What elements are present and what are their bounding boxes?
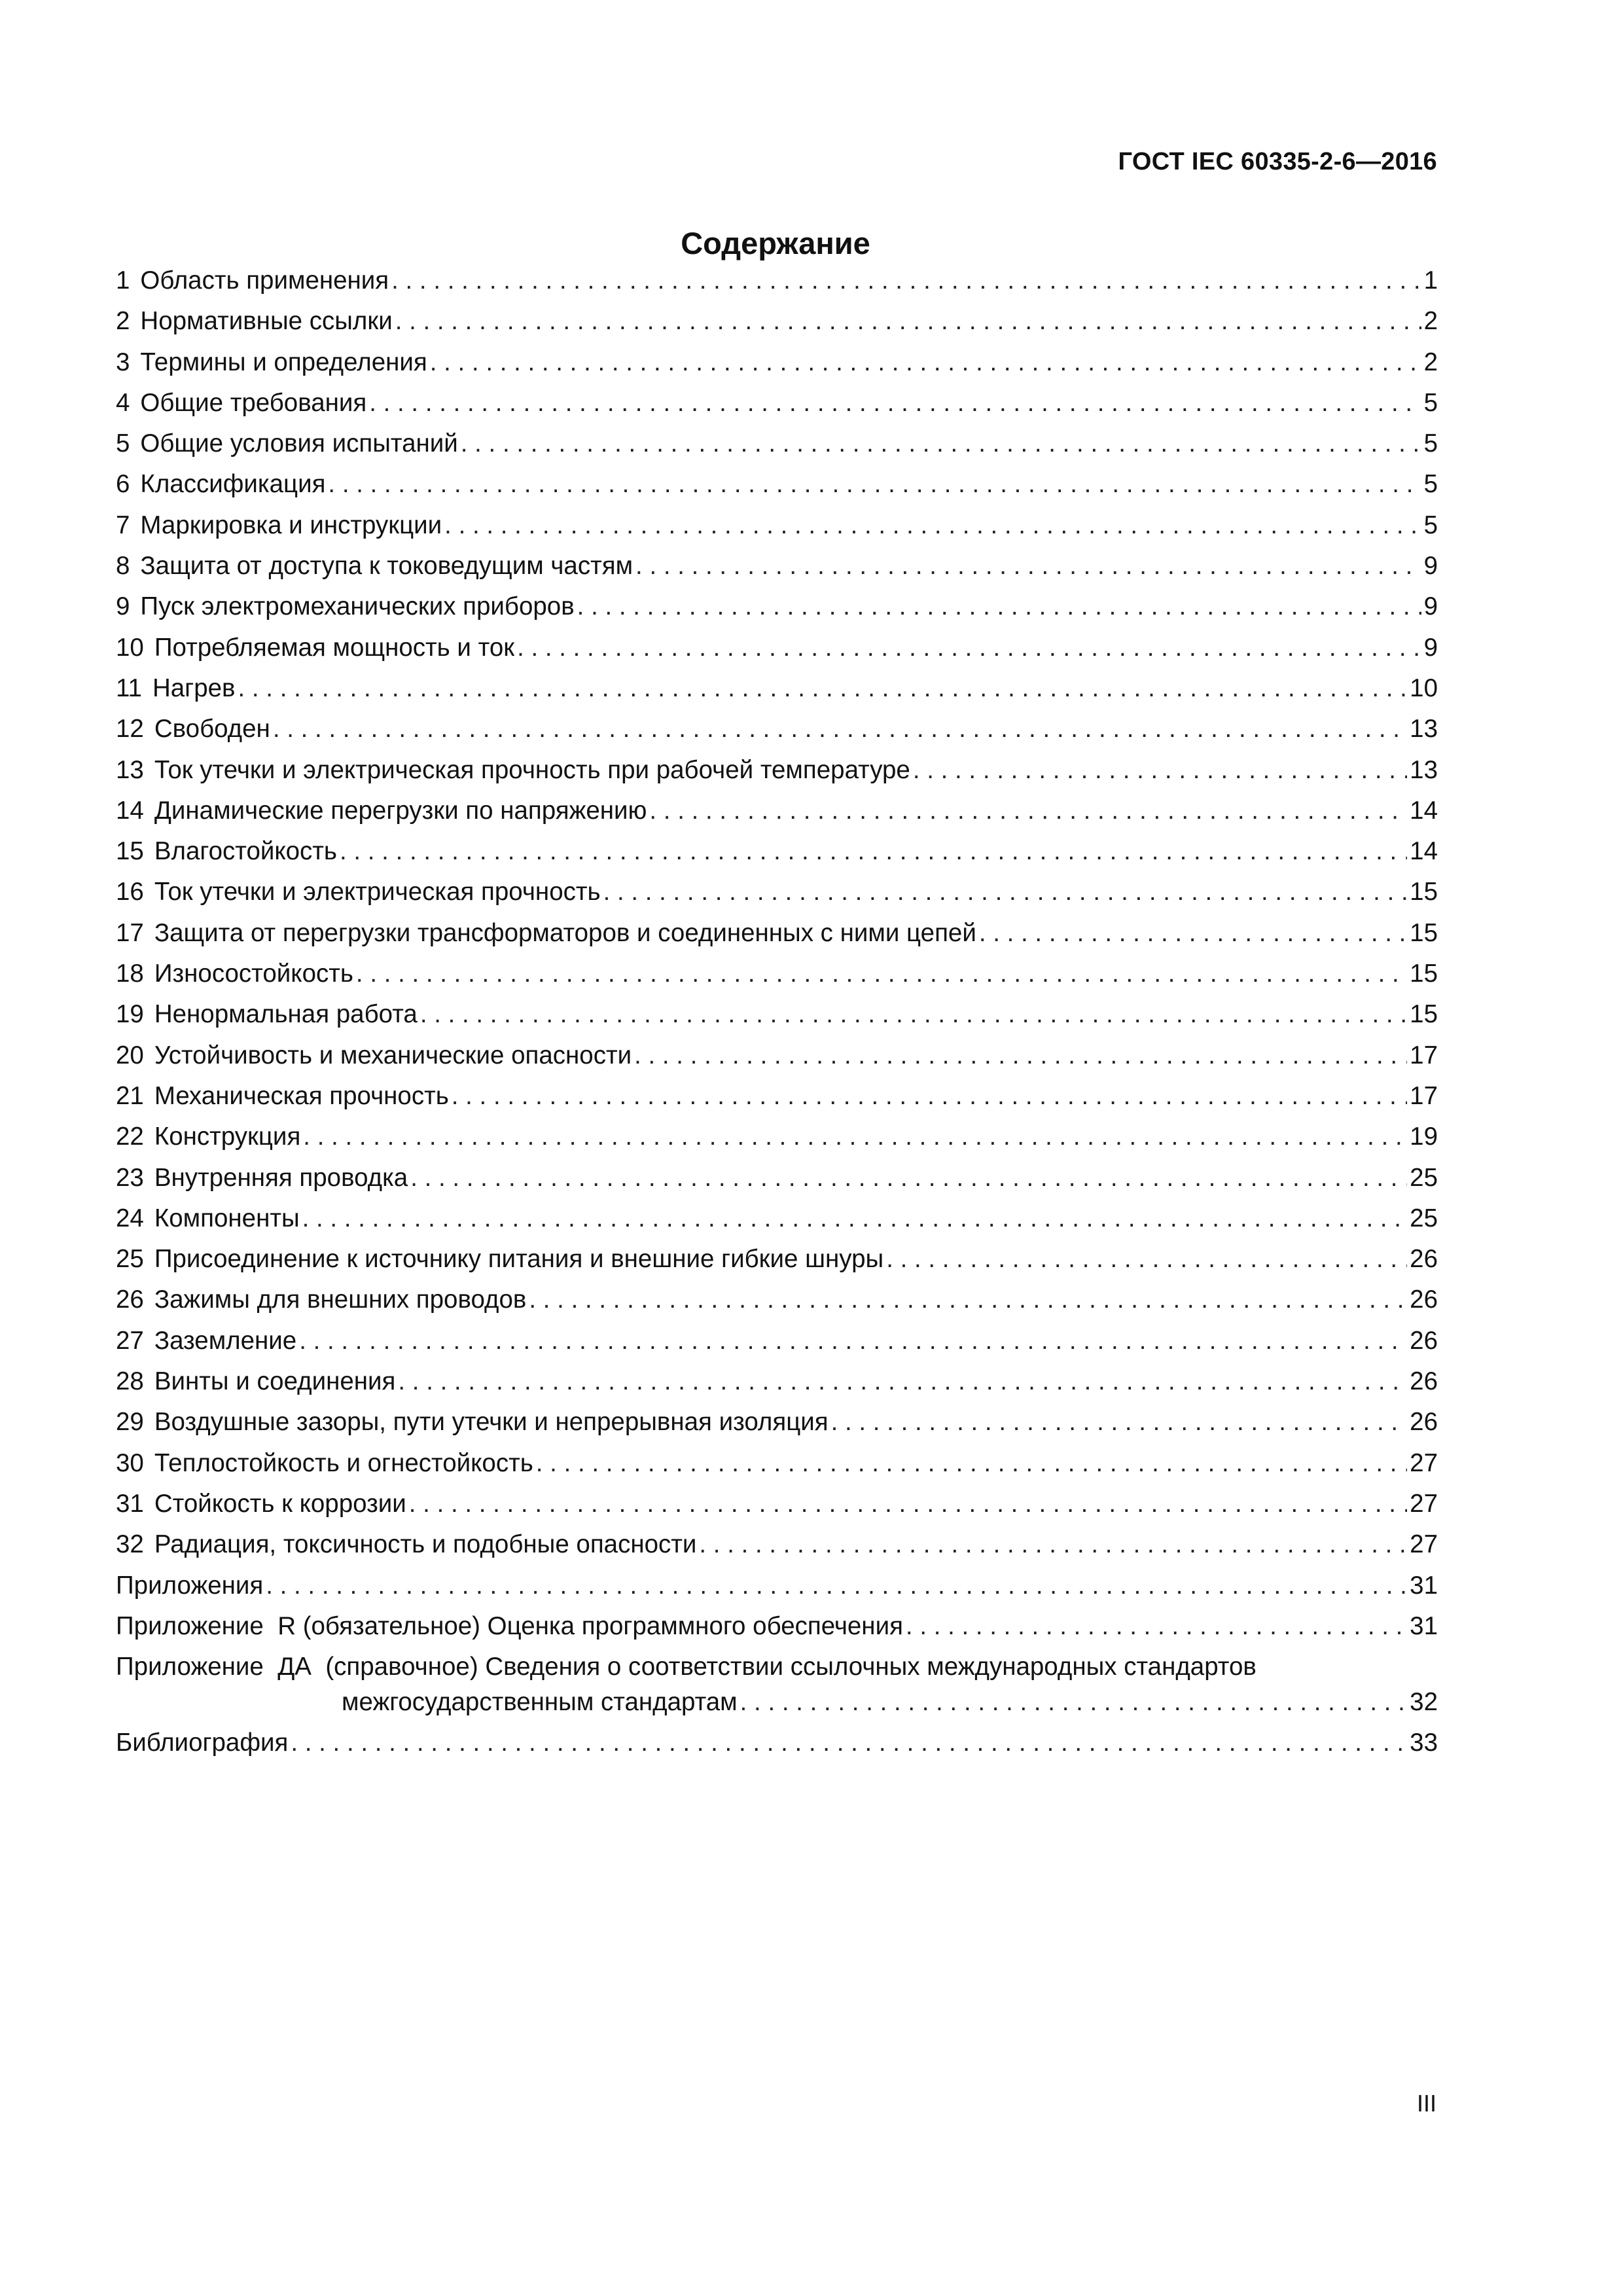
- toc-entry[interactable]: [116, 1239, 1438, 1280]
- toc-leader-dots: [238, 668, 1408, 709]
- toc-entry-page: 27: [1410, 1530, 1438, 1559]
- toc-entry-number: 16: [116, 878, 144, 906]
- toc-entry-title: [116, 954, 353, 994]
- toc-entry-text: Теплостойкость и огнестойкость: [154, 1448, 533, 1477]
- toc-entry-title: [116, 1035, 632, 1076]
- toc-entry-number: 18: [116, 960, 144, 988]
- toc-entry-number: 8: [116, 552, 130, 581]
- toc-entry-title: [116, 586, 575, 627]
- toc-leader-dots: [369, 383, 1421, 423]
- toc-leader-dots: [340, 831, 1407, 872]
- toc-entry[interactable]: [116, 546, 1438, 586]
- toc-entry-title: [116, 913, 976, 954]
- toc-entry-page: 15: [1410, 960, 1438, 988]
- toc-entry-number: 13: [116, 755, 144, 784]
- toc-leader-dots: [303, 1117, 1407, 1157]
- toc-entry-number: 3: [116, 348, 130, 376]
- toc-entry-title: [116, 301, 393, 342]
- toc-leader-dots: [356, 954, 1407, 994]
- toc-entry-title: [116, 1361, 395, 1402]
- toc-entry-number: 32: [116, 1530, 144, 1559]
- toc-entry-title: [116, 1443, 533, 1484]
- toc-leader-dots: [430, 342, 1421, 383]
- toc-entry-page: 33: [1410, 1729, 1438, 1757]
- toc-entry[interactable]: [116, 586, 1438, 627]
- page-number: III: [1416, 2090, 1436, 2117]
- toc-entry-number: 20: [116, 1041, 144, 1069]
- toc-entry-title-line1: Приложение ДА (справочное) Сведения о соответствии ссылочных международных стандартов: [116, 1653, 1257, 1681]
- toc-entry-number: 4: [116, 388, 130, 417]
- toc-entry[interactable]: [116, 954, 1438, 994]
- toc-entry-text: Нагрев: [152, 673, 236, 702]
- toc-entry-text: Винты и соединения: [154, 1367, 396, 1396]
- toc-entry-number: 28: [116, 1367, 144, 1396]
- toc-entry-page: 9: [1423, 552, 1438, 581]
- toc-entry-title: [116, 1321, 296, 1361]
- toc-entry-page: 1: [1423, 266, 1438, 295]
- toc-entry-text: Динамические перегрузки по напряжению: [154, 796, 647, 825]
- toc-entry[interactable]: [116, 668, 1438, 709]
- toc-entry-page: 13: [1410, 715, 1438, 744]
- toc-entry[interactable]: [116, 628, 1438, 668]
- toc-entry[interactable]: [116, 913, 1438, 954]
- toc-entry-text: Защита от перегрузки трансформаторов и соединенных с ними цепей: [154, 918, 976, 947]
- toc-entry[interactable]: [116, 505, 1438, 546]
- toc-entry-text: Область применения: [140, 266, 389, 295]
- toc-entry-text: Присоединение к источнику питания и внешние гибкие шнуры: [154, 1245, 884, 1274]
- toc-entry[interactable]: [116, 1280, 1438, 1320]
- toc-entry-page: 14: [1410, 837, 1438, 866]
- toc-entry-title: [116, 994, 418, 1035]
- toc-entry-title: [116, 1280, 526, 1320]
- toc-leader-dots: [291, 1723, 1407, 1763]
- toc-entry-page: 19: [1410, 1122, 1438, 1151]
- toc-entry-page: 25: [1410, 1163, 1438, 1192]
- toc-entry-number: 23: [116, 1163, 144, 1192]
- toc-entry-appendix-da[interactable]: [116, 1647, 1438, 1723]
- toc-entry-page: 13: [1410, 755, 1438, 784]
- toc-entry-page: 32: [1410, 1688, 1438, 1717]
- toc-leader-dots: [266, 1566, 1407, 1606]
- toc-entry-title: [116, 342, 427, 383]
- toc-entry-page: 26: [1410, 1408, 1438, 1437]
- toc-entry[interactable]: [116, 464, 1438, 505]
- toc-entry[interactable]: [116, 301, 1438, 342]
- toc-entry[interactable]: [116, 423, 1438, 464]
- toc-entry-number: 15: [116, 837, 144, 866]
- toc-entry-page: 15: [1410, 1000, 1438, 1029]
- toc-entry-number: 7: [116, 511, 130, 539]
- toc-leader-dots: [529, 1280, 1407, 1320]
- toc-leader-dots: [395, 301, 1421, 342]
- toc-entry-number: 17: [116, 918, 144, 947]
- toc-entry-number: 29: [116, 1408, 144, 1437]
- toc-entry-title: [116, 383, 366, 423]
- toc-entry[interactable]: [116, 791, 1438, 831]
- toc-entry-page: 26: [1410, 1326, 1438, 1355]
- toc-leader-dots: [740, 1685, 1408, 1720]
- toc-entry-text: Износостойкость: [154, 960, 353, 988]
- toc-leader-dots: [461, 423, 1421, 464]
- toc-leader-dots: [831, 1402, 1408, 1443]
- toc-leader-dots: [517, 628, 1421, 668]
- toc-entry-page: 2: [1423, 307, 1438, 336]
- toc-leader-dots: [398, 1361, 1407, 1402]
- toc-entry-number: 24: [116, 1204, 144, 1232]
- toc-leader-dots: [699, 1524, 1407, 1565]
- toc-entry[interactable]: [116, 1443, 1438, 1484]
- toc-entry-title: [116, 668, 236, 709]
- toc-entry-title: [116, 1484, 406, 1524]
- toc-entry-page: 27: [1410, 1489, 1438, 1518]
- toc-entry-appendices[interactable]: [116, 1566, 1438, 1606]
- toc-entry-page: 5: [1423, 429, 1438, 458]
- toc-entry-page: 25: [1410, 1204, 1438, 1232]
- table-of-contents: [116, 260, 1438, 1763]
- toc-entry-text: Свободен: [154, 715, 270, 744]
- toc-entry-title: [116, 750, 910, 791]
- toc-entry-text: Конструкция: [154, 1122, 301, 1151]
- toc-entry-text: Внутренняя проводка: [154, 1163, 408, 1192]
- toc-entry-title: [116, 1524, 696, 1565]
- toc-entry[interactable]: [116, 1321, 1438, 1361]
- toc-entry-title: [116, 1239, 883, 1280]
- toc-entry-text: Зажимы для внешних проводов: [154, 1285, 527, 1314]
- toc-entry-title: [116, 464, 325, 505]
- toc-entry[interactable]: [116, 1198, 1438, 1239]
- toc-leader-dots: [577, 586, 1421, 627]
- toc-entry-page: 15: [1410, 918, 1438, 947]
- toc-entry-page: 14: [1410, 796, 1438, 825]
- toc-entry-text: Устойчивость и механические опасности: [154, 1041, 632, 1069]
- toc-entry-page: 2: [1423, 348, 1438, 376]
- toc-entry-page: 17: [1410, 1041, 1438, 1069]
- toc-entry-text: Нормативные ссылки: [140, 307, 393, 336]
- toc-entry-text: Радиация, токсичность и подобные опасности: [154, 1530, 697, 1559]
- toc-leader-dots: [906, 1606, 1407, 1647]
- toc-entry-number: 25: [116, 1245, 144, 1274]
- toc-entry-title: [116, 1158, 408, 1198]
- toc-entry-number: 22: [116, 1122, 144, 1151]
- toc-entry[interactable]: [116, 1484, 1438, 1524]
- toc-entry-page: 10: [1410, 673, 1438, 702]
- toc-leader-dots: [328, 464, 1421, 505]
- toc-leader-dots: [603, 872, 1408, 912]
- toc-leader-dots: [299, 1321, 1407, 1361]
- toc-leader-dots: [536, 1443, 1407, 1484]
- toc-entry-text: Пуск электромеханических приборов: [140, 592, 575, 621]
- toc-entry-page: 5: [1423, 388, 1438, 417]
- toc-entry-page: 31: [1410, 1611, 1438, 1640]
- toc-entry[interactable]: [116, 872, 1438, 912]
- toc-entry[interactable]: [116, 1402, 1438, 1443]
- toc-entry-text: Маркировка и инструкции: [140, 511, 442, 539]
- toc-entry-text: Общие требования: [140, 388, 367, 417]
- toc-entry-page: 15: [1410, 878, 1438, 906]
- toc-leader-dots: [391, 260, 1421, 301]
- toc-entry-text: Ток утечки и электрическая прочность при рабочей температуре: [154, 755, 910, 784]
- toc-entry[interactable]: [116, 750, 1438, 791]
- toc-entry-title: [116, 1117, 300, 1157]
- toc-entry-page: 9: [1423, 592, 1438, 621]
- toc-entry-page: 27: [1410, 1448, 1438, 1477]
- document-header-code: ГОСТ IEC 60335-2-6—2016: [1118, 148, 1437, 175]
- toc-entry-text: Механическая прочность: [154, 1081, 449, 1110]
- toc-entry-title: [116, 872, 601, 912]
- toc-leader-dots: [273, 709, 1407, 749]
- toc-entry[interactable]: [116, 709, 1438, 749]
- toc-entry-title: [116, 791, 647, 831]
- toc-entry-number: 9: [116, 592, 130, 621]
- toc-entry-number: 19: [116, 1000, 144, 1029]
- toc-entry-number: 12: [116, 715, 144, 744]
- toc-entry-page: 31: [1410, 1571, 1438, 1600]
- toc-leader-dots: [302, 1198, 1408, 1239]
- toc-leader-dots: [886, 1239, 1407, 1280]
- toc-entry[interactable]: [116, 383, 1438, 423]
- toc-entry-title: [116, 1198, 300, 1239]
- toc-entry-number: 30: [116, 1448, 144, 1477]
- toc-entry-number: 21: [116, 1081, 144, 1110]
- toc-entry-title: Приложение R (обязательное) Оценка программного обеспечения: [116, 1611, 903, 1640]
- toc-entry-page: 17: [1410, 1081, 1438, 1110]
- toc-entry-text: Защита от доступа к токоведущим частям: [140, 552, 633, 581]
- toc-leader-dots: [444, 505, 1421, 546]
- toc-entry-page: 9: [1423, 633, 1438, 662]
- toc-entry[interactable]: [116, 260, 1438, 301]
- toc-entry-number: 10: [116, 633, 144, 662]
- toc-entry-page: 26: [1410, 1245, 1438, 1274]
- toc-entry-title: Библиография: [116, 1729, 289, 1757]
- toc-entry-title: [116, 1076, 449, 1117]
- toc-entry-text: Компоненты: [154, 1204, 300, 1232]
- toc-entry-number: 14: [116, 796, 144, 825]
- toc-entry-title: Приложения: [116, 1571, 264, 1600]
- toc-entry-title: [116, 831, 337, 872]
- toc-entry[interactable]: [116, 1076, 1438, 1117]
- toc-entry-text: Стойкость к коррозии: [154, 1489, 406, 1518]
- toc-entry-text: Общие условия испытаний: [140, 429, 458, 458]
- toc-entry-page: 5: [1423, 470, 1438, 499]
- toc-entry-text: Влагостойкость: [154, 837, 337, 866]
- toc-entry-title: [116, 260, 389, 301]
- toc-entry-appendix-r[interactable]: [116, 1606, 1438, 1647]
- toc-entry-text: Классификация: [140, 470, 326, 499]
- toc-entry-text: Потребляемая мощность и ток: [154, 633, 515, 662]
- toc-entry-number: 27: [116, 1326, 144, 1355]
- toc-entry-number: 6: [116, 470, 130, 499]
- toc-leader-dots: [649, 791, 1407, 831]
- toc-entry[interactable]: [116, 1361, 1438, 1402]
- toc-leader-dots: [409, 1484, 1407, 1524]
- toc-entry-number: 2: [116, 307, 130, 336]
- toc-entry[interactable]: [116, 994, 1438, 1035]
- toc-leader-dots: [913, 750, 1407, 791]
- toc-entry-number: 5: [116, 429, 130, 458]
- toc-entry[interactable]: [116, 1035, 1438, 1076]
- toc-entry-page: 26: [1410, 1367, 1438, 1396]
- toc-title: Содержание: [681, 226, 870, 260]
- toc-entry-title: [116, 1402, 829, 1443]
- toc-entry-number: 31: [116, 1489, 144, 1518]
- toc-entry-text: Заземление: [154, 1326, 297, 1355]
- toc-entry-text: Ток утечки и электрическая прочность: [154, 878, 601, 906]
- toc-entry[interactable]: [116, 342, 1438, 383]
- toc-entry-text: Воздушные зазоры, пути утечки и непрерывная изоляция: [154, 1408, 829, 1437]
- toc-entry-title-line2: межгосударственным стандартам: [342, 1688, 738, 1717]
- toc-entry-number: 26: [116, 1285, 144, 1314]
- toc-entry-title: [116, 628, 514, 668]
- toc-entry-title: [116, 505, 442, 546]
- toc-leader-dots: [635, 546, 1421, 586]
- toc-entry-bibliography[interactable]: [116, 1723, 1438, 1763]
- toc-leader-dots: [410, 1158, 1407, 1198]
- toc-entry-page: 5: [1423, 511, 1438, 539]
- toc-entry[interactable]: [116, 1524, 1438, 1565]
- toc-entry-title: [116, 546, 633, 586]
- toc-entry-title: [116, 423, 458, 464]
- toc-leader-dots: [452, 1076, 1407, 1117]
- toc-leader-dots: [979, 913, 1407, 954]
- toc-entry[interactable]: [116, 1117, 1438, 1157]
- toc-entry-text: Термины и определения: [140, 348, 427, 376]
- toc-entry-number: 1: [116, 266, 130, 295]
- toc-leader-dots: [634, 1035, 1407, 1076]
- toc-entry-text: Ненормальная работа: [154, 1000, 418, 1029]
- toc-entry-number: 11: [116, 673, 142, 702]
- toc-entry-title: [116, 709, 270, 749]
- toc-entry[interactable]: [116, 831, 1438, 872]
- toc-leader-dots: [420, 994, 1407, 1035]
- toc-entry[interactable]: [116, 1158, 1438, 1198]
- toc-entry-page: 26: [1410, 1285, 1438, 1314]
